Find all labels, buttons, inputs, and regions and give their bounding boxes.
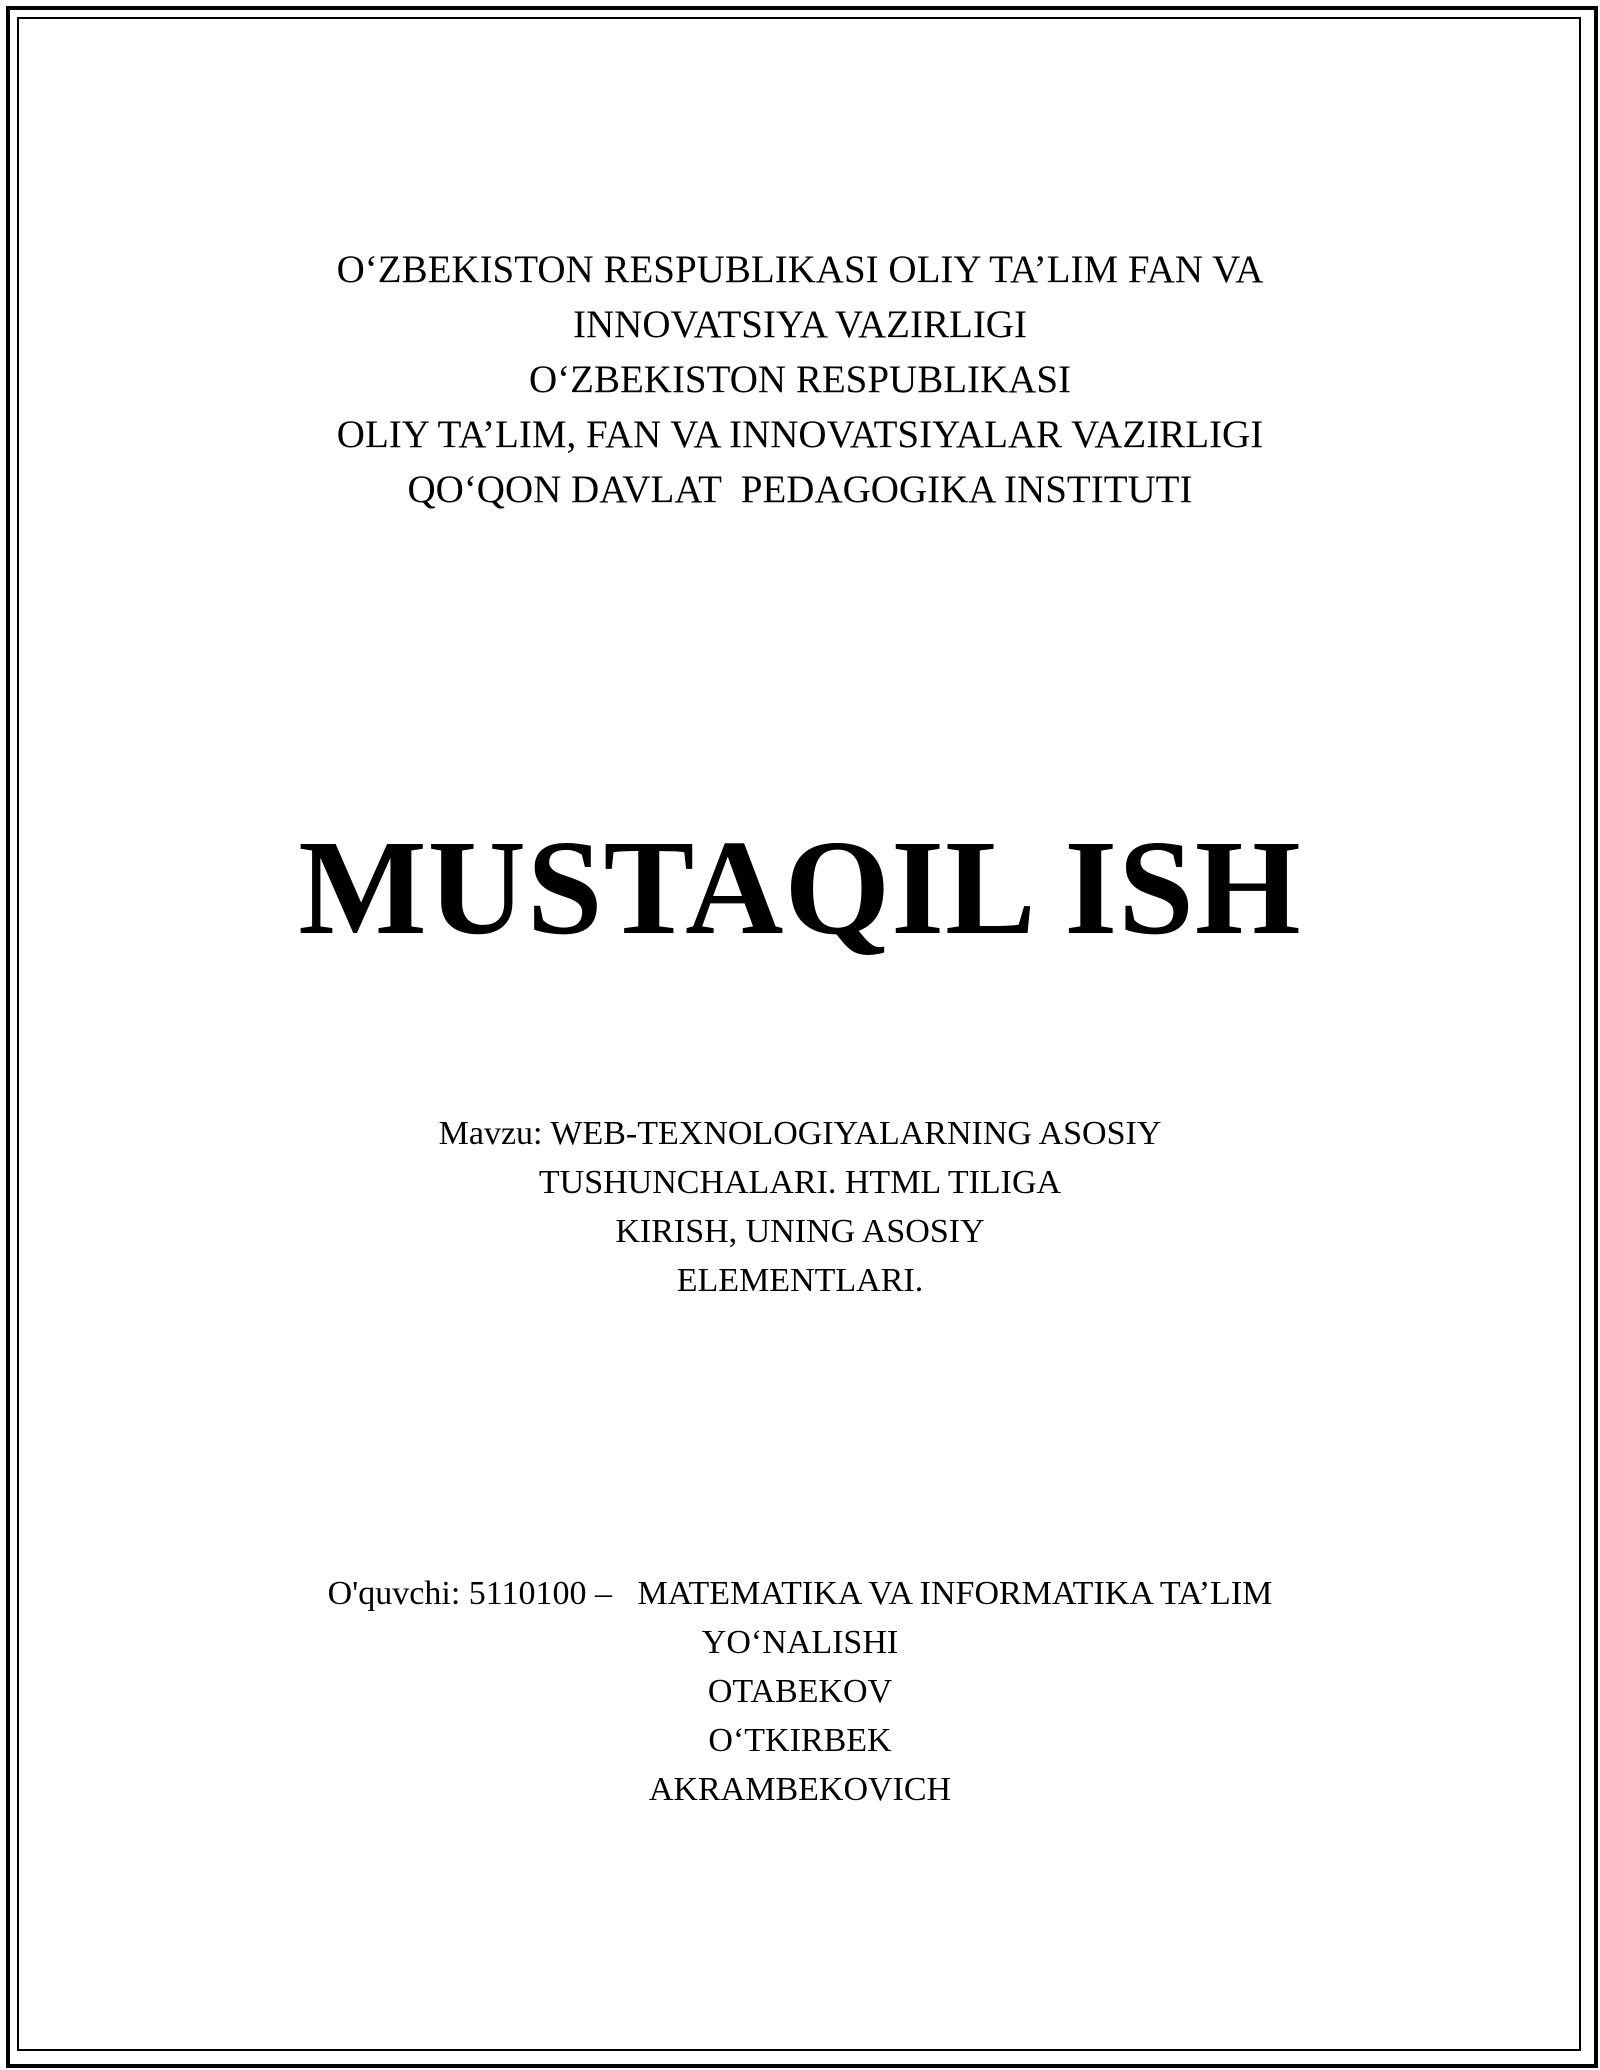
student-line: O‘TKIRBEK <box>708 1722 892 1759</box>
topic-line: Mavzu: WEB-TEXNOLOGIYALARNING ASOSIY <box>438 1115 1162 1152</box>
student-block <box>0 1569 1600 1814</box>
topic-line: ELEMENTLARI. <box>676 1262 924 1299</box>
header-line: O‘ZBEKISTON RESPUBLIKASI <box>528 358 1072 401</box>
header-line: OLIY TA’LIM, FAN VA INNOVATSIYALAR VAZIRLIGI <box>336 413 1264 456</box>
student-line: YO‘NALISHI <box>701 1624 899 1661</box>
topic-block <box>0 1109 1600 1305</box>
topic-line: TUSHUNCHALARI. HTML TILIGA <box>538 1164 1062 1201</box>
student-line: O'quvchi: 5110100 – MATEMATIKA VA INFORMATIKA TA’LIM <box>327 1575 1273 1612</box>
student-line: OTABEKOV <box>707 1673 893 1710</box>
header-line: QO‘QON DAVLAT PEDAGOGIKA INSTITUTI <box>407 468 1193 511</box>
header-line: O‘ZBEKISTON RESPUBLIKASI OLIY TA’LIM FAN VA <box>336 248 1264 291</box>
institution-header <box>0 242 1600 517</box>
topic-line: KIRISH, UNING ASOSIY <box>615 1213 985 1250</box>
header-line: INNOVATSIYA VAZIRLIGI <box>573 303 1027 346</box>
student-line: AKRAMBEKOVICH <box>648 1771 952 1808</box>
document-title: MUSTAQIL ISH <box>298 813 1302 963</box>
